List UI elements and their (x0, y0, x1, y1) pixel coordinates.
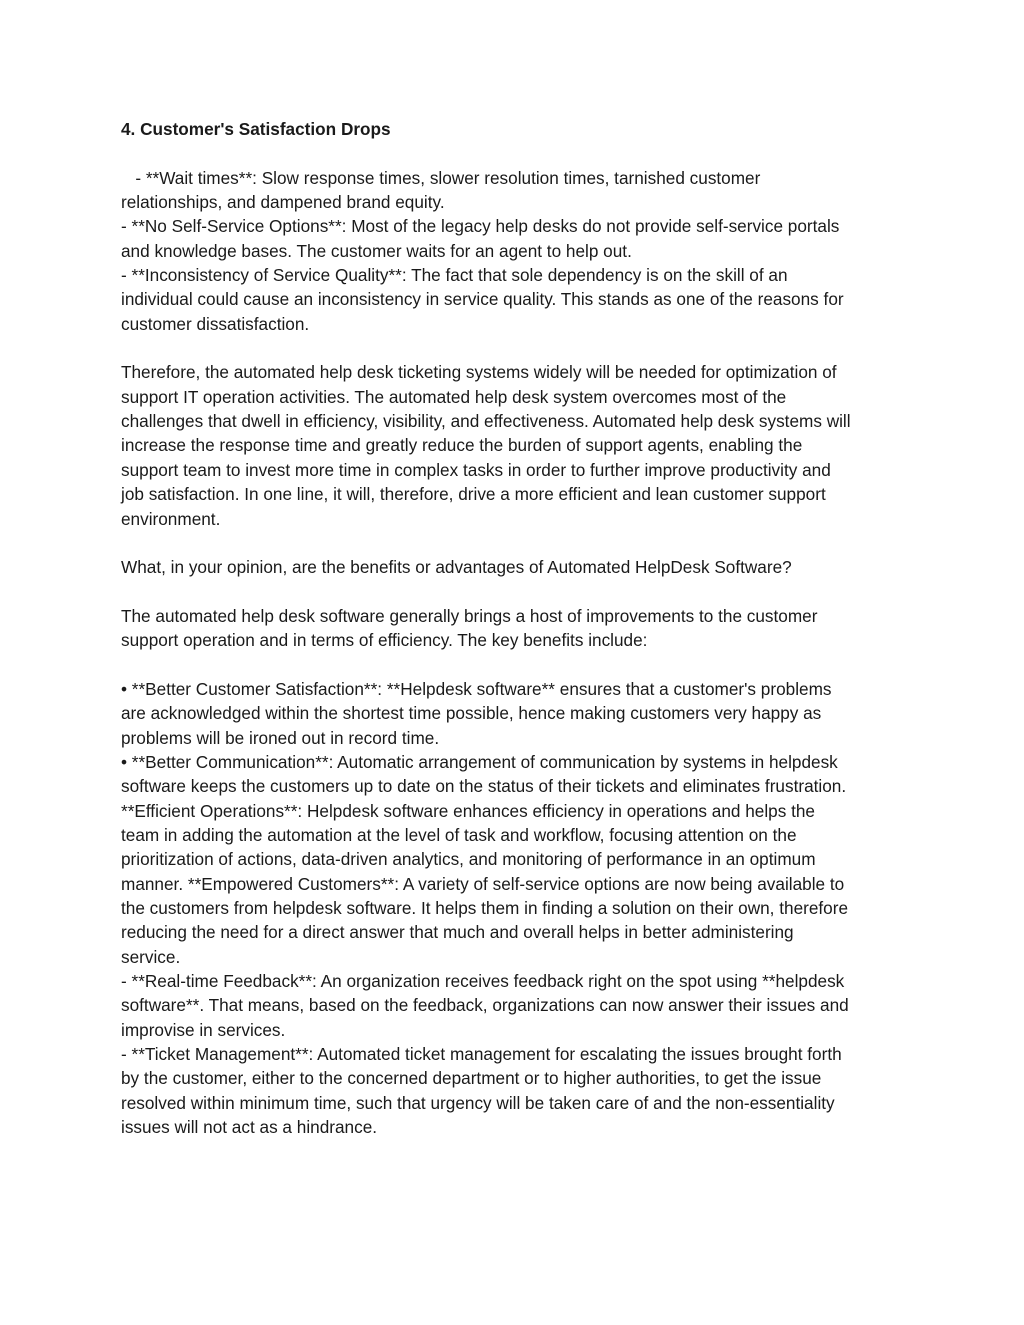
text-line: increase the response time and greatly reduce the burden of support agents, enabling the (121, 435, 803, 456)
paragraph-gap (121, 531, 907, 555)
text-line: the customers from helpdesk software. It helps them in finding a solution on their own, therefore (121, 898, 849, 918)
text-line: individual could cause an inconsistency in service quality. This stands as one of the reasons for (121, 289, 844, 310)
text-line: support operation and in terms of efficiency. The key benefits include: (121, 630, 648, 651)
text-line: - **Ticket Management**: Automated ticket management for escalating the issues brought forth (121, 1044, 842, 1065)
text-line: reducing the need for a direct answer that much and overall helps in better administering (121, 922, 794, 943)
text-line: relationships, and dampened brand equity. (121, 192, 445, 213)
text-line: customer dissatisfaction. (121, 313, 310, 334)
text-line: by the customer, either to the concerned department or to higher authorities, to get the issue (121, 1068, 822, 1089)
text-line: • **Better Communication**: Automatic arrangement of communication by systems in helpdesk (121, 751, 838, 772)
text-line: - **Inconsistency of Service Quality**: The fact that sole dependency is on the skill of an (121, 265, 788, 286)
text-line: prioritization of actions, data-driven analytics, and monitoring of performance in an optimum (121, 849, 816, 870)
paragraph-gap (121, 141, 907, 165)
intro-paragraph (121, 604, 907, 653)
problems-paragraph (121, 166, 907, 336)
text-line: software keeps the customers up to date on the status of their tickets and eliminates frustration. (121, 776, 847, 797)
section-heading: 4. Customer's Satisfaction Drops (121, 119, 391, 139)
text-line: are acknowledged within the shortest time possible, hence making customers very happy as (121, 703, 822, 724)
text-line: challenges that dwell in efficiency, visibility, and effectiveness. Automated help desk systems will (121, 411, 851, 432)
benefits-paragraph (121, 677, 907, 1140)
text-line: team in adding the automation at the level of task and workflow, focusing attention on the (121, 824, 797, 845)
text-line: support IT operation activities. The automated help desk system overcomes most of the (121, 386, 787, 407)
text-line: problems will be ironed out in record time. (121, 727, 440, 748)
text-line: resolved within minimum time, such that urgency will be taken care of and the non-essentiality (121, 1092, 835, 1113)
text-line: support team to invest more time in complex tasks in order to further improve productivity and (121, 459, 831, 480)
text-line: job satisfaction. In one line, it will, therefore, drive a more efficient and lean customer support (121, 484, 826, 505)
text-line: Therefore, the automated help desk ticketing systems widely will be needed for optimization of (121, 362, 837, 383)
text-line: service. (121, 946, 181, 967)
text-line: **Efficient Operations**: Helpdesk software enhances efficiency in operations and helps the (121, 800, 815, 821)
text-line: manner. **Empowered Customers**: A variety of self-service options are now being available to (121, 873, 845, 894)
text-line: • **Better Customer Satisfaction**: **Helpdesk software** ensures that a customer's problems (121, 678, 832, 699)
text-line: - **Wait times**: Slow response times, slower resolution times, tarnished customer (121, 167, 761, 188)
text-line: - **No Self-Service Options**: Most of the legacy help desks do not provide self-service portals (121, 216, 840, 237)
text-line: - **Real-time Feedback**: An organization receives feedback right on the spot using **helpdesk (121, 971, 845, 992)
question-paragraph (121, 555, 907, 579)
paragraph-gap (121, 580, 907, 604)
paragraph-gap (121, 336, 907, 360)
text-line: What, in your opinion, are the benefits or advantages of Automated HelpDesk Software? (121, 557, 792, 578)
text-line: The automated help desk software generally brings a host of improvements to the customer (121, 605, 818, 626)
text-line: issues will not act as a hindrance. (121, 1117, 378, 1138)
conclusion-paragraph (121, 360, 907, 530)
text-line: software**. That means, based on the feedback, organizations can now answer their issues and (121, 995, 849, 1016)
text-line: improvise in services. (121, 1019, 286, 1040)
text-line: environment. (121, 508, 221, 529)
text-line: and knowledge bases. The customer waits for an agent to help out. (121, 240, 632, 261)
document-page (121, 117, 907, 1139)
paragraph-gap (121, 653, 907, 677)
